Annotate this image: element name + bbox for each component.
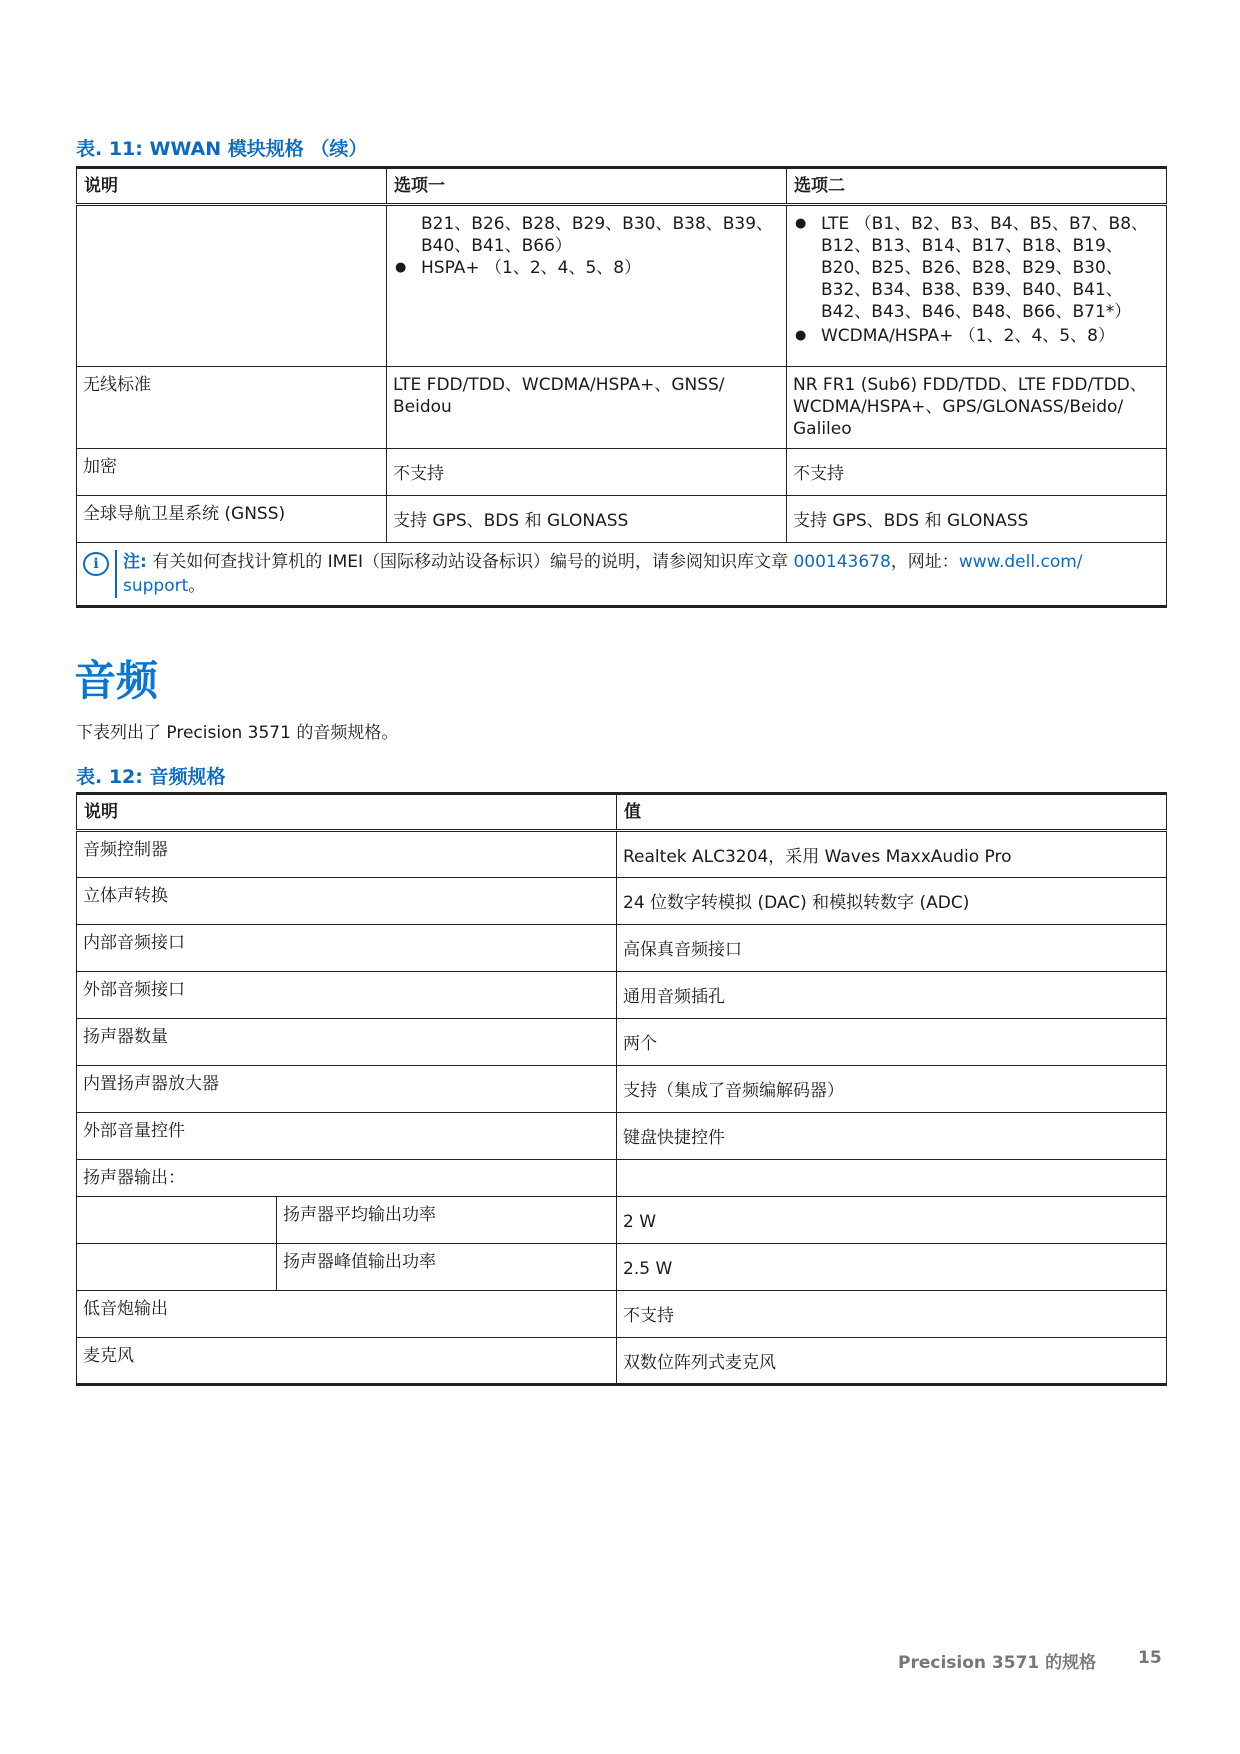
- table-row: [77, 1291, 1167, 1338]
- info-icon: i: [83, 552, 109, 576]
- table-row: [77, 1197, 1167, 1244]
- row-label: 低音炮输出: [77, 1291, 617, 1338]
- row-value: Realtek ALC3204，采用 Waves MaxxAudio Pro: [617, 831, 1167, 878]
- row-label: 立体声转换: [77, 878, 617, 925]
- row-option2: 不支持: [787, 449, 1167, 496]
- row-value: 通用音频插孔: [617, 972, 1167, 1019]
- table-row: [77, 1113, 1167, 1160]
- row-value: 不支持: [617, 1291, 1167, 1338]
- row-label: 扬声器输出：: [77, 1160, 617, 1197]
- option1-lte-bands-cont: B21、B26、B28、B29、B30、B38、B39、B40、B41、B66）: [421, 214, 774, 256]
- row-label: 无线标准: [77, 367, 387, 449]
- table-row: [77, 205, 1167, 367]
- row-label: 内置扬声器放大器: [77, 1066, 617, 1113]
- kb-article-link[interactable]: 000143678: [793, 552, 891, 572]
- row-label: 外部音量控件: [77, 1113, 617, 1160]
- table-row: [77, 496, 1167, 543]
- audio-intro: 下表列出了 Precision 3571 的音频规格。: [76, 723, 399, 743]
- header-option2: 选项二: [787, 168, 1167, 205]
- empty-cell: [77, 1197, 277, 1244]
- row-value: 支持（集成了音频编解码器）: [617, 1066, 1167, 1113]
- row-value: 两个: [617, 1019, 1167, 1066]
- row-value: 高保真音频接口: [617, 925, 1167, 972]
- table-row: [77, 925, 1167, 972]
- table11-caption: 表. 11: WWAN 模块规格 （续）: [76, 138, 368, 160]
- row-label: 音频控制器: [77, 831, 617, 878]
- row-option1: LTE FDD/TDD、WCDMA/HSPA+、GNSS/ Beidou: [387, 367, 787, 449]
- sub-row-label: 扬声器平均输出功率: [277, 1197, 617, 1244]
- note-cell: [77, 543, 1167, 607]
- table-row: [77, 1244, 1167, 1291]
- table-row: [77, 449, 1167, 496]
- table-row: [77, 878, 1167, 925]
- sub-row-label: 扬声器峰值输出功率: [277, 1244, 617, 1291]
- note-end: 。: [188, 576, 206, 596]
- table-row: [77, 1066, 1167, 1113]
- note-label: 注:: [123, 552, 147, 572]
- table12-caption: 表. 12: 音频规格: [76, 766, 226, 788]
- row-option1: 支持 GPS、BDS 和 GLONASS: [387, 496, 787, 543]
- option1-bands-cell: [387, 205, 787, 367]
- audio-spec-table: [76, 792, 1167, 1386]
- table-row: [77, 367, 1167, 449]
- support-url-link[interactable]: www.dell.com/ support: [123, 552, 1083, 596]
- header-description: 说明: [77, 794, 617, 831]
- table-row: [77, 1019, 1167, 1066]
- row-option2: 支持 GPS、BDS 和 GLONASS: [787, 496, 1167, 543]
- footer-title: Precision 3571 的规格: [898, 1653, 1097, 1673]
- note-row: [77, 543, 1167, 607]
- empty-cell: [77, 205, 387, 367]
- note-body: 有关如何查找计算机的 IMEI（国际移动站设备标识）编号的说明，请参阅知识库文章: [152, 552, 789, 572]
- row-label: 外部音频接口: [77, 972, 617, 1019]
- row-value: [617, 1160, 1167, 1197]
- table-row: [77, 1160, 1167, 1197]
- row-label: 全球导航卫星系统 (GNSS): [77, 496, 387, 543]
- page-number: 15: [1138, 1648, 1162, 1668]
- option2-wcdma-item: ● WCDMA/HSPA+ （1、2、4、5、8）: [821, 325, 1160, 347]
- section-title-audio: 音频: [74, 656, 159, 705]
- header-description: 说明: [77, 168, 387, 205]
- row-value: 24 位数字转模拟 (DAC) 和模拟转数字 (ADC): [617, 878, 1167, 925]
- table-row: [77, 831, 1167, 878]
- note-text: [115, 550, 1160, 598]
- row-value: 2 W: [617, 1197, 1167, 1244]
- row-label: 扬声器数量: [77, 1019, 617, 1066]
- row-label: 麦克风: [77, 1338, 617, 1385]
- option2-bands-cell: [787, 205, 1167, 367]
- row-label: 加密: [77, 449, 387, 496]
- row-value: 双数位阵列式麦克风: [617, 1338, 1167, 1385]
- table-row: [77, 1338, 1167, 1385]
- wwan-spec-table: [76, 166, 1167, 608]
- row-label: 内部音频接口: [77, 925, 617, 972]
- row-option1: 不支持: [387, 449, 787, 496]
- option2-lte-item: ● LTE （B1、B2、B3、B4、B5、B7、B8、B12、B13、B14、B17、B18、B19、B20、B25、B26、B28、B29、B30、B32、B34、B38、B39、B40、B41、B42、B43、B46、B48、B66、B71*）: [821, 213, 1160, 323]
- empty-cell: [77, 1244, 277, 1291]
- option1-hspa-item: ● HSPA+ （1、2、4、5、8）: [421, 257, 780, 279]
- row-option2: NR FR1 (Sub6) FDD/TDD、LTE FDD/TDD、WCDMA/HSPA+、GPS/GLONASS/Beido/ Galileo: [787, 367, 1167, 449]
- table-row: [77, 972, 1167, 1019]
- row-value: 键盘快捷控件: [617, 1113, 1167, 1160]
- header-option1: 选项一: [387, 168, 787, 205]
- header-value: 值: [617, 794, 1167, 831]
- row-value: 2.5 W: [617, 1244, 1167, 1291]
- note-mid: ，网址：: [890, 552, 959, 572]
